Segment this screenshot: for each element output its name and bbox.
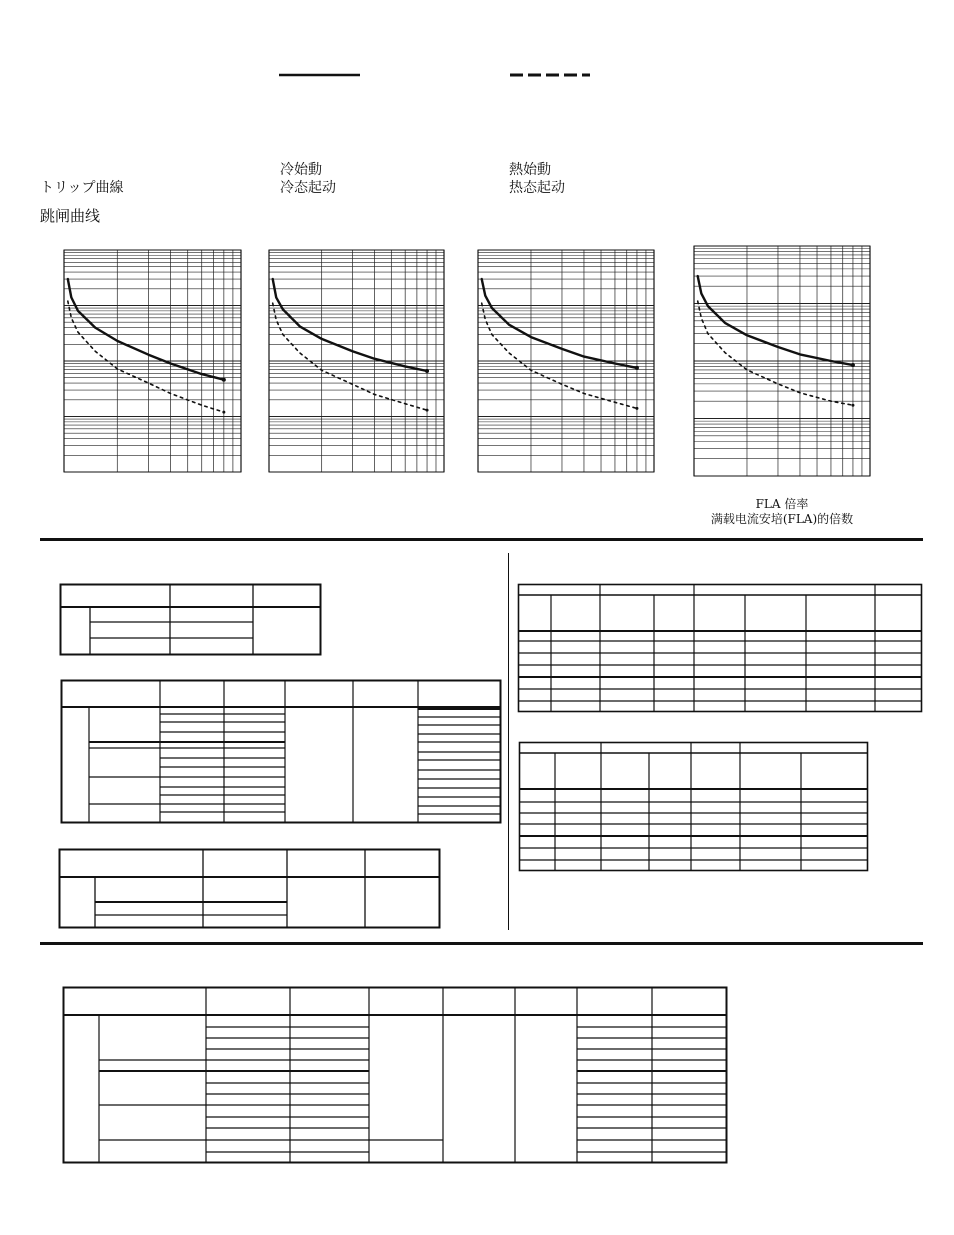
trip-curve-chart-2	[269, 250, 444, 472]
section-divider-vertical	[508, 553, 509, 930]
cold-start-curve	[273, 279, 427, 371]
cold-start-curve-end-point	[851, 363, 855, 367]
cold-start-curve-end-point	[222, 378, 226, 382]
trip-curve-chart-4	[694, 246, 870, 476]
spec-table-d	[518, 584, 924, 714]
spec-table-e	[519, 742, 870, 873]
hot-start-curve	[273, 303, 427, 410]
spec-table-f	[63, 987, 729, 1165]
cold-start-curve-end-point	[635, 366, 639, 370]
legend-hot-cn: 热态起动	[509, 180, 565, 196]
hot-start-curve-end-point	[426, 409, 429, 412]
legend-hot-jp: 熱始動	[509, 162, 551, 178]
hot-start-curve	[482, 303, 637, 408]
trip-curve-chart-1	[64, 250, 241, 472]
cold-start-curve	[68, 279, 224, 380]
hot-start-curve-end-point	[851, 404, 854, 407]
hot-start-curve	[698, 301, 853, 405]
section-rule-1	[40, 538, 923, 541]
section-rule-2	[40, 942, 923, 945]
legend-solid-sample	[279, 70, 361, 80]
spec-table-a	[60, 584, 322, 656]
spec-table-c	[59, 849, 442, 930]
hot-start-curve-end-point	[222, 411, 225, 414]
trip-curve-title-jp: トリップ曲線	[40, 180, 124, 196]
legend-cold-jp: 冷始動	[280, 162, 322, 178]
cold-start-curve-end-point	[425, 369, 429, 373]
x-axis-label-cn: 满载电流安培(FLA)的倍数	[710, 512, 854, 526]
x-axis-label-en: FLA 倍率	[755, 497, 809, 511]
trip-curve-chart-3	[478, 250, 654, 472]
spec-table-b	[61, 680, 502, 825]
legend-cold-cn: 冷态起动	[280, 180, 336, 196]
hot-start-curve-end-point	[635, 407, 638, 410]
legend-dashed-sample	[510, 70, 592, 80]
trip-curve-title-cn: 跳闸曲线	[40, 207, 101, 225]
cold-start-curve	[482, 279, 637, 368]
